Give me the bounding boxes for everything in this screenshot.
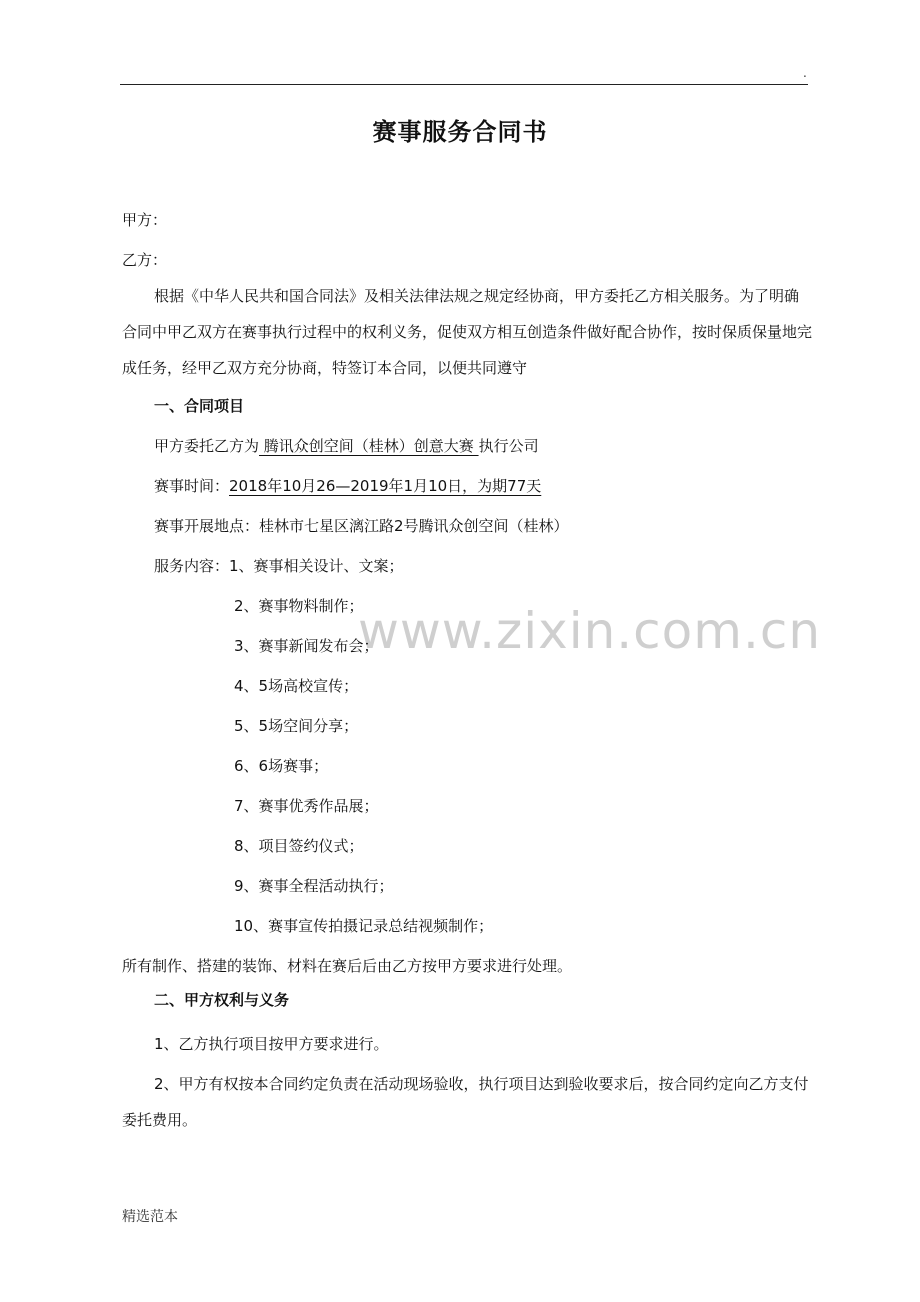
entrust-event: 腾讯众创空间（桂林）创意大赛 bbox=[259, 437, 479, 455]
section2-item1: 1、乙方执行项目按甲方要求进行。 bbox=[154, 1035, 389, 1053]
service-item: 2、赛事物料制作； bbox=[234, 597, 364, 615]
service-item: 10、赛事宣传拍摄记录总结视频制作； bbox=[234, 917, 494, 935]
time-label: 赛事时间： bbox=[154, 477, 230, 495]
document-body bbox=[122, 206, 812, 1138]
time-value: 2018年10月26—2019年1月10日，为期77天 bbox=[229, 477, 542, 495]
footer-text: 精选范本 bbox=[122, 1209, 178, 1225]
service-item: 5、5场空间分享； bbox=[234, 717, 359, 735]
document-title: 赛事服务合同书 bbox=[372, 118, 548, 146]
party-b-label: 乙方： bbox=[122, 251, 168, 269]
service-item: 8、项目签约仪式； bbox=[234, 837, 364, 855]
service-item: 9、赛事全程活动执行； bbox=[234, 877, 394, 895]
service-item: 1、赛事相关设计、文案； bbox=[229, 557, 404, 575]
entrust-suffix: 执行公司 bbox=[478, 437, 539, 455]
service-item: 3、赛事新闻发布会； bbox=[234, 637, 379, 655]
service-line bbox=[122, 552, 812, 580]
service-item: 6、6场赛事； bbox=[234, 757, 329, 775]
location-label: 赛事开展地点： bbox=[154, 517, 260, 535]
section2-heading: 二、甲方权利与义务 bbox=[154, 991, 290, 1009]
service-item: 7、赛事优秀作品展； bbox=[234, 797, 379, 815]
time-line bbox=[122, 472, 812, 500]
section1-heading: 一、合同项目 bbox=[154, 397, 245, 415]
header-dot: . bbox=[803, 66, 807, 80]
intro-paragraph: 根据《中华人民共和国合同法》及相关法律法规之规定经协商，甲方委托乙方相关服务。为了明确合同中甲乙双方在赛事执行过程中的权利义务，促使双方相互创造条件做好配合协作，按时保质保量地完成任务，经甲乙双方充分协商，特签订本合同，以便共同遵守 bbox=[122, 287, 813, 377]
service-label: 服务内容： bbox=[154, 557, 230, 575]
entrust-prefix: 甲方委托乙方为 bbox=[154, 437, 260, 455]
party-a-label: 甲方： bbox=[122, 211, 168, 229]
location-line bbox=[122, 512, 812, 540]
service-item: 4、5场高校宣传； bbox=[234, 677, 359, 695]
header-rule bbox=[120, 84, 808, 85]
watermark: www.zixin.com.cn bbox=[358, 602, 822, 660]
location-value: 桂林市七星区漓江路2号腾讯众创空间（桂林） bbox=[259, 517, 569, 535]
disposal-text: 所有制作、搭建的装饰、材料在赛后后由乙方按甲方要求进行处理。 bbox=[122, 957, 573, 975]
section2-item2: 2、甲方有权按本合同约定负责在活动现场验收，执行项目达到验收要求后，按合同约定向乙方支付委托费用。 bbox=[122, 1075, 809, 1129]
entrust-line bbox=[122, 432, 812, 460]
